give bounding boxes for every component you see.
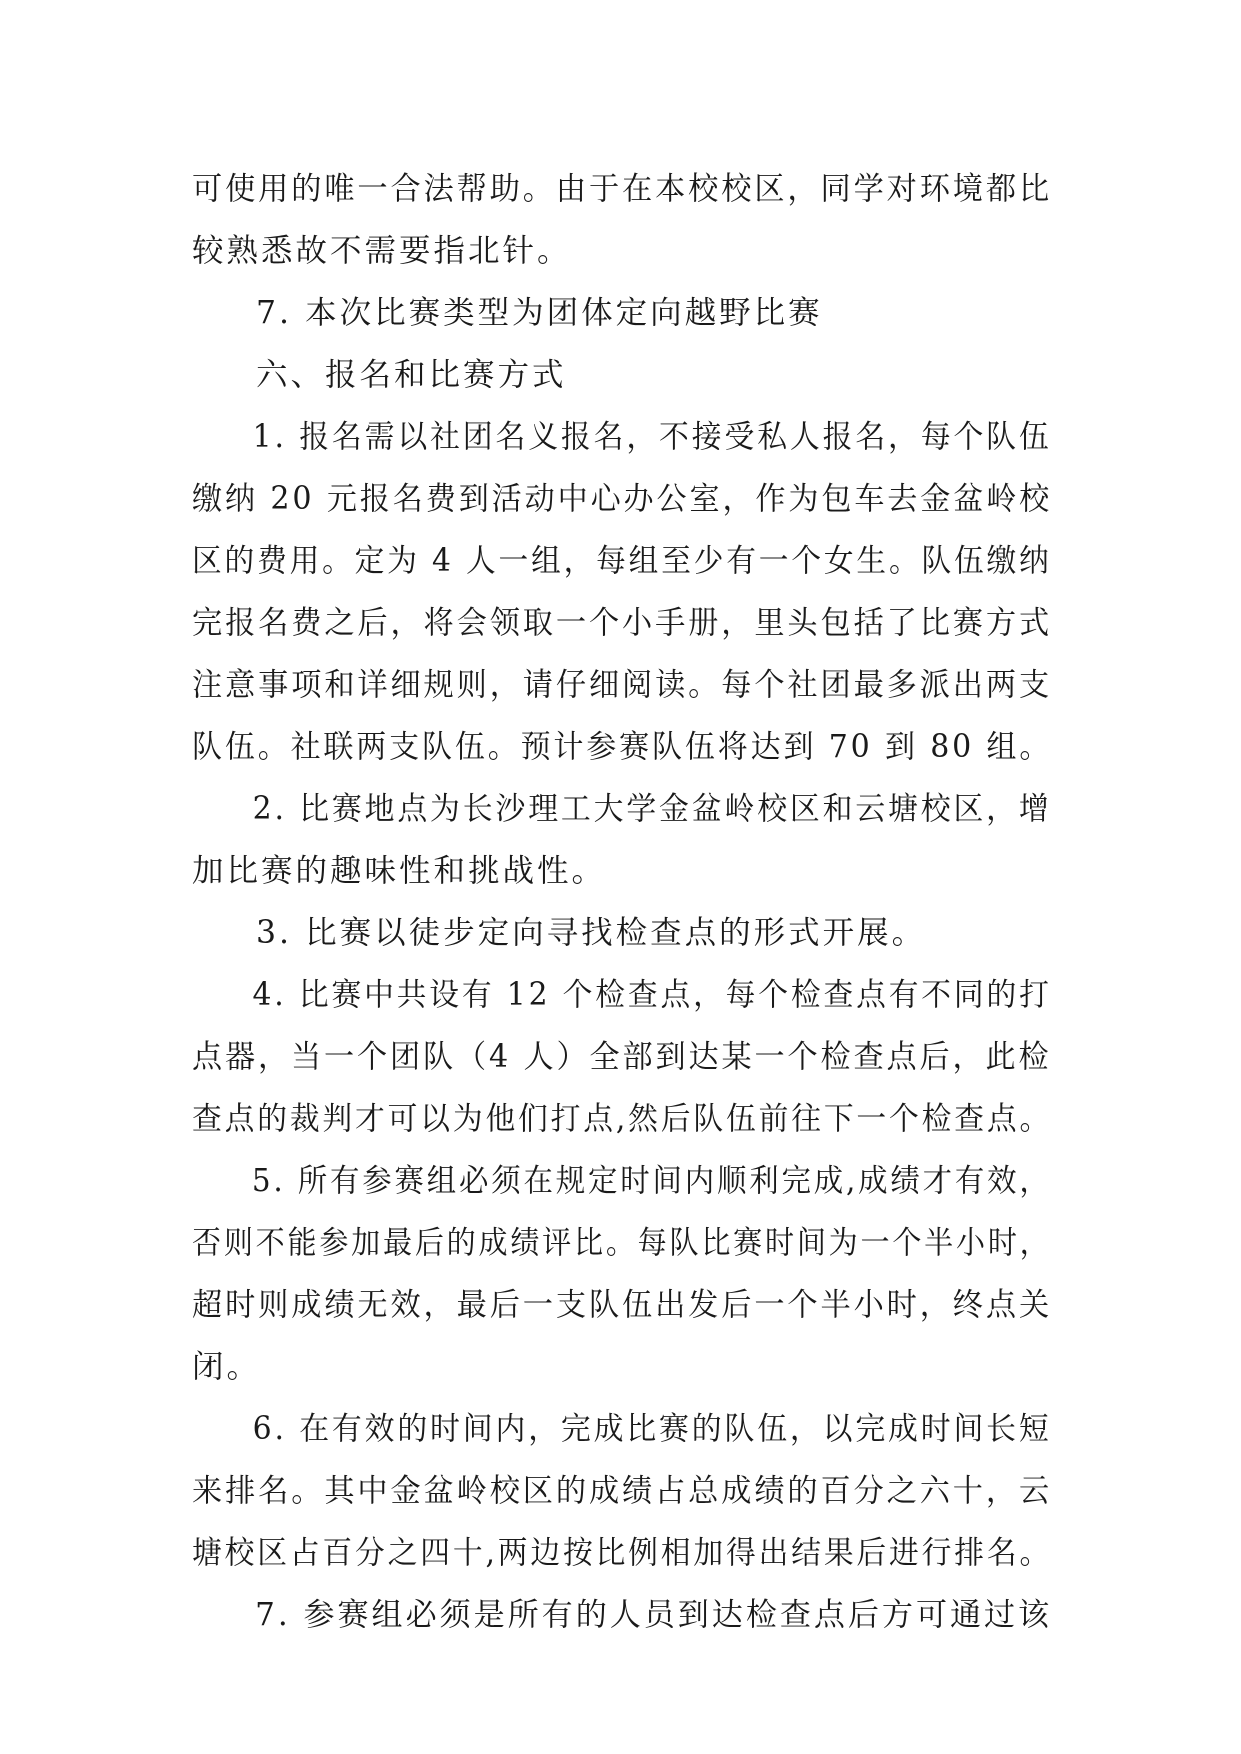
paragraph-line: 3. 比赛以徒步定向寻找检查点的形式开展。 [256, 915, 927, 951]
paragraph-line: 7. 本次比赛类型为团体定向越野比赛 [256, 295, 823, 331]
paragraph-line: 可使用的唯一合法帮助。由于在本校校区，同学对环境都比 [192, 171, 1053, 207]
paragraph-line: 区的费用。定为 4 人一组，每组至少有一个女生。队伍缴纳 [192, 543, 1052, 579]
document-paragraph [192, 158, 1052, 282]
paragraph-line: 闭。 [192, 1349, 262, 1385]
document-body [192, 158, 1052, 1646]
paragraph-line: 查点的裁判才可以为他们打点,然后队伍前往下一个检查点。 [192, 1101, 1053, 1137]
document-paragraph [192, 778, 1052, 902]
paragraph-line: 2. 比赛地点为长沙理工大学金盆岭校区和云塘校区，增 [252, 791, 1052, 827]
paragraph-line: 超时则成绩无效，最后一支队伍出发后一个半小时，终点关 [192, 1287, 1053, 1323]
document-paragraph [192, 1150, 1052, 1398]
paragraph-line: 缴纳 20 元报名费到活动中心办公室，作为包车去金盆岭校 [192, 481, 1053, 517]
paragraph-line: 1. 报名需以社团名义报名，不接受私人报名，每个队伍 [252, 419, 1052, 455]
paragraph-line: 点器，当一个团队（4 人）全部到达某一个检查点后，此检 [192, 1039, 1052, 1075]
document-paragraph [192, 344, 1052, 406]
document-paragraph [192, 282, 1052, 344]
paragraph-line: 加比赛的趣味性和挑战性。 [192, 853, 607, 889]
document-paragraph [192, 1584, 1052, 1646]
paragraph-line: 完报名费之后，将会领取一个小手册，里头包括了比赛方式 [192, 605, 1053, 641]
document-paragraph [192, 964, 1052, 1150]
document-paragraph [192, 1398, 1052, 1584]
document-paragraph [192, 902, 1052, 964]
paragraph-line: 较熟悉故不需要指北针。 [192, 233, 572, 269]
paragraph-line: 塘校区占百分之四十,两边按比例相加得出结果后进行排名。 [192, 1535, 1053, 1571]
paragraph-line: 否则不能参加最后的成绩评比。每队比赛时间为一个半小时， [192, 1225, 1052, 1261]
paragraph-line: 来排名。其中金盆岭校区的成绩占总成绩的百分之六十，云 [192, 1473, 1053, 1509]
document-paragraph [192, 406, 1052, 778]
paragraph-line: 注意事项和详细规则，请仔细阅读。每个社团最多派出两支 [192, 667, 1053, 703]
paragraph-line: 7. 参赛组必须是所有的人员到达检查点后方可通过该 [255, 1597, 1053, 1633]
paragraph-line: 队伍。社联两支队伍。预计参赛队伍将达到 70 到 80 组。 [192, 729, 1053, 765]
paragraph-line: 6. 在有效的时间内，完成比赛的队伍，以完成时间长短 [252, 1411, 1052, 1447]
paragraph-line: 六、报名和比赛方式 [256, 357, 567, 393]
paragraph-line: 4. 比赛中共设有 12 个检查点，每个检查点有不同的打 [252, 977, 1052, 1013]
paragraph-line: 5. 所有参赛组必须在规定时间内顺利完成,成绩才有效， [251, 1163, 1052, 1199]
